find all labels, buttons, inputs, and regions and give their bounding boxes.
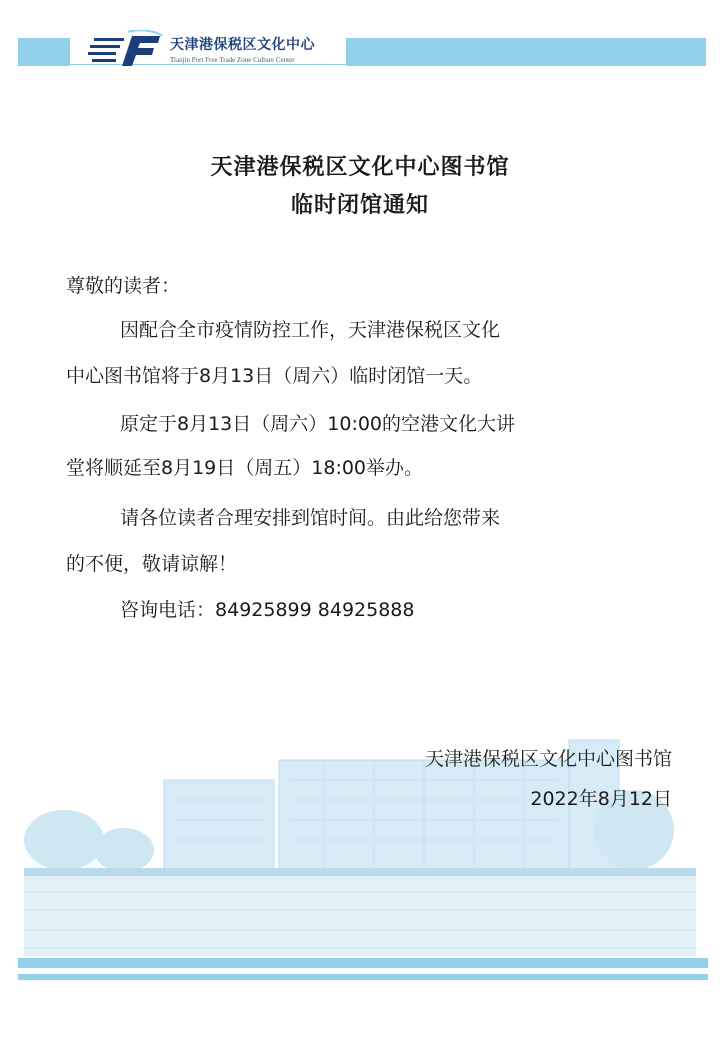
header-accent-bar-left	[18, 38, 70, 66]
notice-subtitle: 临时闭馆通知	[290, 193, 429, 218]
header-accent-bar-right	[346, 38, 706, 66]
org-name-cn: 天津港保税区文化中心	[170, 37, 315, 53]
footer-accent-bar-thin	[18, 974, 708, 980]
signature: 天津港保税区文化中心图书馆	[424, 748, 672, 770]
org-name-en: Tianjin Port Free Trade Zone Culture Center	[170, 56, 295, 64]
notice-date: 2022年8月12日	[530, 788, 672, 810]
notice-title: 天津港保税区文化中心图书馆	[210, 155, 510, 180]
contact-line	[120, 598, 414, 622]
footer-accent-bar	[18, 958, 708, 968]
paragraph-line: 因配合全市疫情防控工作，天津港保税区文化	[120, 319, 501, 341]
paragraph-line: 请各位读者合理安排到馆时间。由此给您带来	[120, 507, 501, 529]
greeting: 尊敬的读者：	[66, 275, 181, 297]
paragraph-line: 中心图书馆将于8月13日（周六）临时闭馆一天。	[66, 365, 483, 387]
paragraph-line: 的不便，敬请谅解！	[66, 553, 238, 575]
paragraph-line: 原定于8月13日（周六）10:00的空港文化大讲	[120, 413, 516, 435]
contact-numbers: 84925899 84925888	[215, 599, 415, 621]
f-logo-icon	[88, 30, 164, 70]
contact-label: 咨询电话：	[120, 599, 216, 621]
paragraph-line: 堂将顺延至8月19日（周五）18:00举办。	[66, 457, 424, 479]
